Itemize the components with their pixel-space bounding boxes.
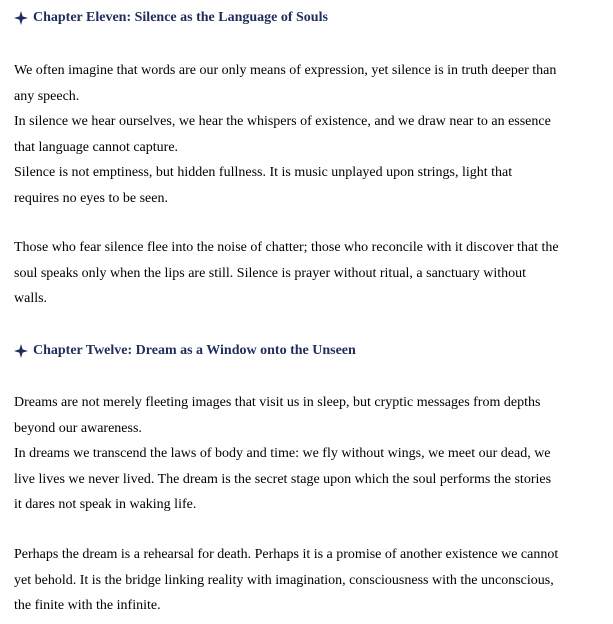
paragraph — [14, 235, 590, 312]
text-line: In silence we hear ourselves, we hear the whispers of existence, and we draw near to an essence — [14, 114, 551, 129]
chapter-title: Chapter Eleven: Silence as the Language of Souls — [33, 10, 328, 25]
four-point-star-icon — [14, 344, 28, 358]
chapter-eleven-heading — [14, 9, 328, 26]
text-line: walls. — [14, 291, 48, 306]
text-line: Those who fear silence flee into the noise of chatter; those who reconcile with it discover that the — [14, 240, 559, 255]
text-line: We often imagine that words are our only means of expression, yet silence is in truth deeper than — [14, 63, 557, 78]
text-line: any speech. — [14, 88, 80, 104]
text-line: Silence is not emptiness, but hidden fullness. It is music unplayed upon strings, light that — [14, 165, 513, 180]
text-line: live lives we never lived. The dream is the secret stage upon which the soul performs the stories — [14, 471, 552, 487]
chapter-title: Chapter Twelve: Dream as a Window onto the Unseen — [33, 343, 356, 358]
text-line: soul speaks only when the lips are still. Silence is prayer without ritual, a sanctuary without — [14, 265, 527, 281]
chapter-twelve-heading — [14, 342, 356, 359]
text-line: it dares not speak in waking life. — [14, 497, 197, 512]
text-line: requires no eyes to be seen. — [14, 190, 168, 206]
paragraph — [14, 542, 590, 619]
text-line: In dreams we transcend the laws of body and time: we fly without wings, we meet our dead, we — [14, 446, 551, 461]
text-line: that language cannot capture. — [14, 139, 179, 155]
text-line: Dreams are not merely fleeting images that visit us in sleep, but cryptic messages from depths — [14, 395, 541, 410]
text-line: Perhaps the dream is a rehearsal for death. Perhaps it is a promise of another existence we cannot — [14, 547, 559, 562]
paragraph — [14, 390, 590, 518]
text-line: the finite with the infinite. — [14, 598, 161, 613]
text-line: yet behold. It is the bridge linking reality with imagination, consciousness with the unconscious, — [14, 572, 554, 588]
four-point-star-icon — [14, 11, 28, 25]
paragraph — [14, 58, 590, 211]
text-line: beyond our awareness. — [14, 420, 142, 436]
